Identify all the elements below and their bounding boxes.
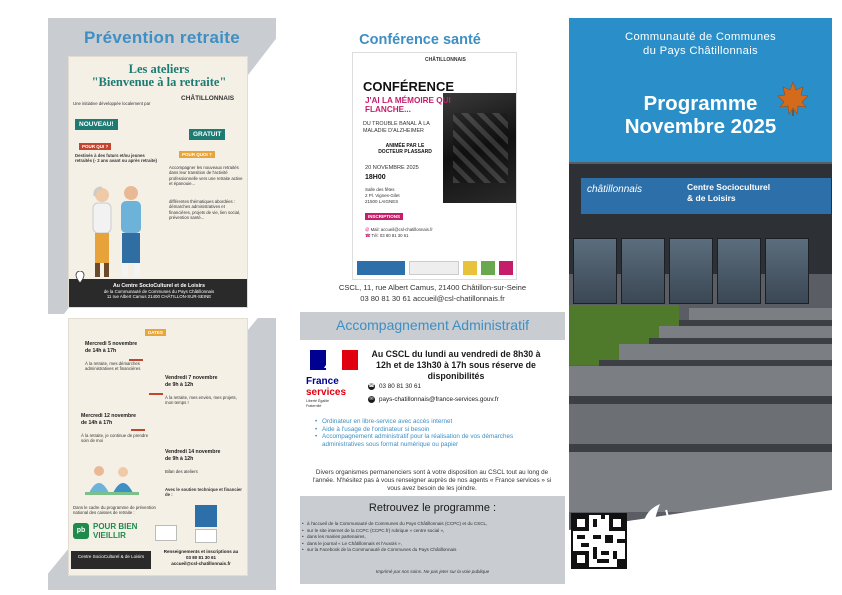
print-notice: Imprimé par nos soins. Ne pas jeter sur la voie publique	[375, 569, 490, 574]
session-3	[81, 413, 157, 444]
fs-schedule: Au CSCL du lundi au vendredi de 8h30 à 12h et de 13h30 à 17h sous réserve de disponibilités	[371, 349, 541, 381]
session-2-day: Vendredi 7 novembre	[165, 375, 218, 381]
mail-icon: ✉	[369, 396, 374, 402]
fs-phone-row	[368, 383, 421, 390]
conf-topic: DU TROUBLE BANAL À LA MALADIE D'ALZHEIMER	[363, 121, 430, 134]
partner-logo-1	[155, 525, 177, 541]
fs-motto: Liberté Égalité Fraternité	[306, 399, 329, 408]
address-line2: 03 80 81 30 61 accueil@csl-chatillonnais.fr	[360, 293, 505, 303]
poster-ateliers-title	[69, 63, 248, 89]
pbv-line1: POUR BIEN	[93, 522, 138, 531]
poster-title-line1: Les ateliers	[128, 62, 190, 76]
centre-logo: Centre SocioCulturel & de Loisirs	[71, 551, 151, 569]
pbv-line2: VIEILLIR	[93, 531, 126, 540]
building-centre-line2: & de Loisirs	[687, 193, 736, 203]
service-item: • Ordinateur en libre-service avec accès internet	[315, 418, 555, 426]
fs-email-row	[368, 396, 499, 403]
poster-ateliers	[68, 56, 248, 308]
conference-title: Conférence santé	[359, 32, 481, 48]
poster-dates	[68, 318, 248, 576]
for-who-text: Destinés à des futurs et/ou jeunes retraités (- 2 ans avant ou après retraite)	[75, 153, 157, 164]
step-shadow	[569, 444, 832, 452]
poster-title-line2: "Bienvenue à la retraite"	[91, 75, 227, 89]
session-1-day: Mercredi 5 novembre	[85, 341, 138, 347]
partner-logo-3	[195, 529, 217, 543]
session-4-topic: Bilan des ateliers	[165, 469, 198, 474]
free-badge: GRATUIT	[189, 129, 225, 140]
place-line1: Salle des fêtes	[365, 187, 395, 192]
step	[659, 326, 832, 338]
why-item-1: Accompagner les nouveaux retraités dans leur transition de l'activité professionnelle vers une retraite active et épanouie...	[169, 165, 243, 186]
location-pin-icon	[75, 271, 85, 283]
fs-brand-line2: services	[306, 387, 347, 398]
why-item-2: différentes thématiques abordées : démarches administratives et financières, projets de vie, lien social, prévention santé...	[169, 199, 241, 220]
services-list	[315, 418, 555, 448]
why-badge: POUR QUOI ?	[179, 151, 215, 158]
conf-subheading: J'AI LA MÉMOIRE QUI FLANCHE...	[365, 96, 451, 114]
footer-line2: de la Communauté de Communes du Pays Châtillonnais	[103, 289, 215, 294]
session-4	[165, 449, 245, 474]
frame-text: Dans le cadre du programme de prévention national des caisses de retraite :	[73, 505, 156, 516]
session-2-time: de 9h à 12h	[165, 382, 194, 388]
step-shadow	[569, 396, 832, 404]
conf-contacts	[365, 227, 433, 239]
organisms-text: Divers organismes permanenciers sont à votre disposition au CSCL tout au long de l'année. N'hésitez pas à vous renseigner auprès de nos agents « France services » si vous avez besoin de les joindre.	[312, 469, 552, 492]
place-line3: 21500 LAIGNES	[365, 198, 399, 204]
fs-email: pays-chatillonnais@france-services.gouv.fr	[379, 396, 499, 403]
location-item: • sur le site internet de la CCPC (CCPC.fr) rubrique « centre social »,	[302, 528, 562, 535]
marianne-flag-icon	[306, 348, 362, 372]
phone-icon: ☎	[368, 383, 375, 389]
place-line2: 2 Pl. Vignes-Gilet	[365, 192, 400, 198]
contact2-label: Tél:	[371, 233, 379, 238]
window	[669, 238, 713, 304]
fs-brand-line1: France	[306, 376, 339, 387]
cover-panel	[569, 18, 832, 590]
poster-brand: CHÂTILLONNAIS	[181, 95, 235, 102]
session-3-topic: À la retraite, je continue de prendre soin de moi	[81, 433, 149, 444]
footer-line3: 11 rue Albert Camus 21400 CHÂTILLON-SUR-SEINE	[106, 294, 212, 299]
info-line3: accueil@csl-chatillonnais.fr	[171, 561, 231, 566]
session-3-time: de 14h à 17h	[81, 420, 113, 426]
program-title-line2: Novembre 2025	[624, 115, 777, 138]
mail-icon: @	[365, 227, 370, 232]
conf-place	[365, 187, 400, 204]
location-item: • sur la Facebook de la Communauté de Communes du Pays Châtillonnais	[302, 547, 562, 554]
info-line1: Renseignements et inscriptions au	[163, 549, 239, 554]
contact1: accueil@csl-chatillonnais.fr	[380, 227, 433, 232]
session-1-topic: À la retraite, mes démarches administratives et financières	[85, 361, 141, 372]
session-2	[165, 375, 245, 406]
partner-logo-a	[357, 261, 405, 275]
step	[569, 366, 832, 396]
location-item: • à l'accueil de la Communauté de Communes du Pays Châtillonnais (CCPC) et du CSCL,	[302, 521, 562, 528]
conf-speaker	[363, 143, 447, 155]
window	[573, 238, 617, 304]
speaker-line2: DOCTEUR PLASSARD	[378, 149, 432, 155]
partner-logo-d	[481, 261, 495, 275]
retrouvez-heading: Retrouvez le programme :	[368, 502, 497, 514]
footer-line1: Au Centre SocioCulturel et de Loisirs	[113, 283, 205, 289]
accompagnement-title: Accompagnement Administratif	[336, 317, 529, 333]
location-item: • dans les mairies partenaires,	[302, 534, 562, 541]
contact2: 03 80 81 30 61	[379, 233, 409, 238]
info-line2: 03 80 81 30 61	[185, 555, 217, 560]
for-who-badge: POUR QUI ?	[79, 143, 111, 150]
qr-code-icon	[573, 515, 625, 567]
logo-region-text: en BOURGOGNE	[662, 563, 715, 570]
poster-conference	[352, 52, 517, 280]
conf-time: 18H00	[365, 174, 386, 181]
session-1	[85, 341, 155, 372]
cc-name	[569, 30, 832, 58]
speaker-line1: ANIMÉE PAR LE	[385, 143, 425, 149]
dates-badge: DATES	[145, 329, 166, 336]
location-item: • dans le journal « Le Châtillonnais et l'Auxois »,	[302, 541, 562, 548]
yoga-illustration	[83, 465, 143, 497]
new-badge: NOUVEAU!	[75, 119, 118, 130]
step	[689, 308, 832, 320]
divider-3	[131, 429, 145, 431]
session-4-day: Vendredi 14 novembre	[165, 449, 221, 455]
info-block	[155, 549, 247, 567]
logo-sub-text: Terres de Vie	[760, 546, 799, 553]
conf-heading: CONFÉRENCE	[363, 79, 455, 94]
step	[569, 404, 832, 444]
divider-2	[149, 393, 163, 395]
conf-date: 20 NOVEMBRE 2025	[365, 165, 419, 171]
support-text: Avec le soutien technique et financier de :	[165, 487, 242, 498]
building-brand: châtillonnais	[587, 184, 643, 195]
poster-intro: Une initiative développée localement par	[73, 101, 151, 106]
session-1-time: de 14h à 17h	[85, 348, 117, 354]
poster-footer	[69, 279, 248, 308]
partner-logo-c	[463, 261, 477, 275]
phone-icon: ☎	[365, 233, 371, 238]
program-title-line1: Programme	[643, 92, 758, 115]
qr-code[interactable]	[571, 513, 627, 569]
partner-logo-e	[499, 261, 513, 275]
window	[621, 238, 665, 304]
logo-small-text: Communauté de Communes du	[731, 515, 799, 520]
partner-logo-b	[409, 261, 459, 275]
cc-line2: du Pays Châtillonnais	[643, 45, 758, 57]
session-3-day: Mercredi 12 novembre	[81, 413, 137, 419]
partner-logo-2	[195, 505, 217, 527]
service-item: • Accompagnement administratif pour la réalisation de vos démarches administratives sous format numérique ou papier	[315, 433, 555, 448]
step	[619, 344, 832, 360]
building-centre-line1: Centre Socioculturel	[687, 182, 771, 192]
partner-logos	[357, 261, 513, 275]
program-locations-list	[302, 521, 562, 554]
logo-main-text: CHÂTILLONNAIS	[682, 522, 834, 541]
pbv-badge: pb	[73, 523, 89, 539]
conf-brand: CHÂTILLONNAIS	[425, 57, 466, 63]
contact1-label: Mail:	[370, 227, 380, 232]
session-2-topic: À la retraite, mes envies, mes projets, mon temps !	[165, 395, 237, 406]
autumn-leaf-icon	[777, 80, 809, 116]
inscriptions-badge: INSCRIPTIONS	[365, 213, 403, 220]
window	[717, 238, 761, 304]
retirees-illustration	[75, 181, 157, 283]
divider-1	[129, 359, 143, 361]
address-line1: CSCL, 11, rue Albert Camus, 21400 Châtillon-sur-Seine	[338, 283, 527, 292]
window	[765, 238, 809, 304]
building-centre	[687, 182, 770, 204]
prevention-title: Prévention retraite	[84, 28, 240, 47]
cscl-address	[300, 283, 565, 304]
pbv-logo	[93, 522, 137, 540]
service-item: • Aide à l'usage de l'ordinateur si besoin	[315, 426, 555, 434]
cc-line1: Communauté de Communes	[624, 31, 776, 43]
fs-phone: 03 80 81 30 61	[379, 383, 422, 390]
session-4-time: de 9h à 12h	[165, 456, 194, 462]
france-services-logo	[306, 348, 366, 410]
